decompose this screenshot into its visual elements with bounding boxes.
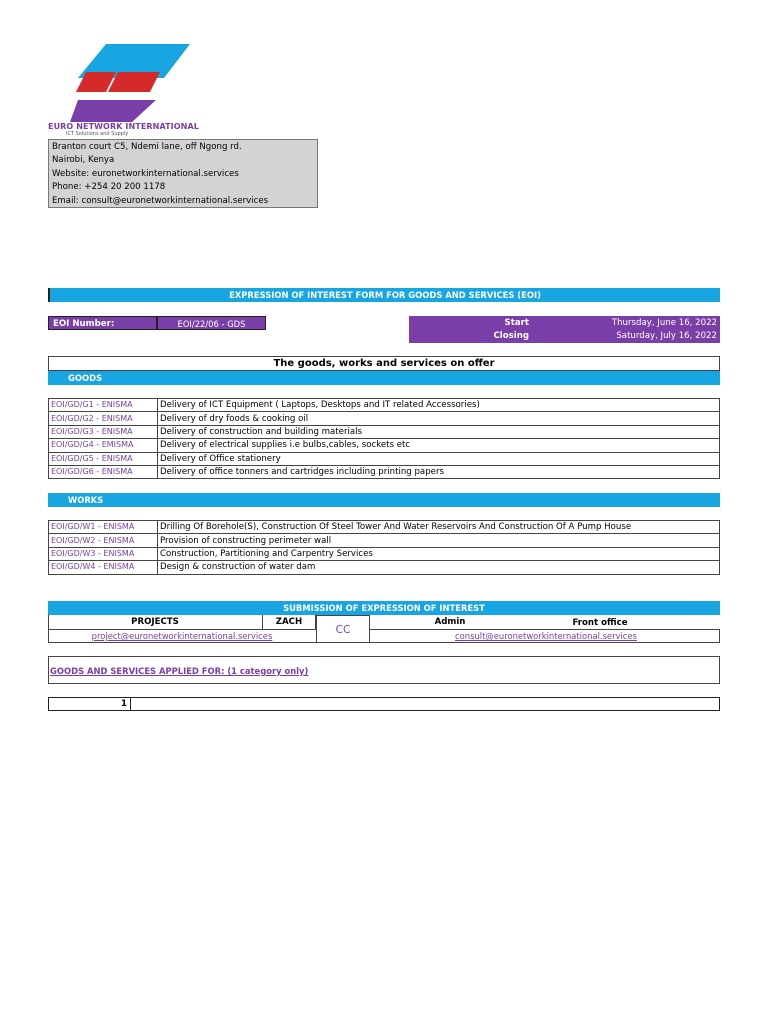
start-date: Thursday, June 16, 2022 xyxy=(611,318,717,328)
item-code: EOI/GD/W2 - ENISMA xyxy=(49,534,158,547)
item-description: Design & construction of water dam xyxy=(158,561,720,574)
closing-date-row xyxy=(409,329,720,343)
front-office-email-link[interactable]: consult@euronetworkinternational.services xyxy=(455,631,637,641)
item-code: EOI/GD/G6 - ENISMA xyxy=(49,465,158,478)
table-row xyxy=(49,521,720,534)
closing-label: Closing xyxy=(493,331,529,341)
item-code: EOI/GD/G4 - EMISMA xyxy=(49,439,158,452)
applied-for-label: GOODS AND SERVICES APPLIED FOR: (1 category only) xyxy=(50,666,309,676)
item-code: EOI/GD/G2 - ENISMA xyxy=(49,412,158,425)
item-code: EOI/GD/G5 - ENISMA xyxy=(49,452,158,465)
submission-heading: SUBMISSION OF EXPRESSION OF INTEREST xyxy=(48,601,720,615)
company-tagline: ICT Solutions and Supply xyxy=(66,131,129,137)
item-code: EOI/GD/W3 - ENISMA xyxy=(49,547,158,560)
start-label: Start xyxy=(504,318,529,328)
item-description: Provision of constructing perimeter wall xyxy=(158,534,720,547)
table-row xyxy=(49,425,720,438)
offer-heading: The goods, works and services on offer xyxy=(48,356,720,371)
item-description: Drilling Of Borehole(S), Construction Of Steel Tower And Water Reservoirs And Construction Of A Pump House xyxy=(158,521,720,534)
eoi-number-label: EOI Number: xyxy=(48,316,157,330)
item-description: Construction, Partitioning and Carpentry Services xyxy=(158,547,720,560)
works-table xyxy=(48,520,720,575)
goods-heading: GOODS xyxy=(48,371,720,385)
item-description: Delivery of ICT Equipment ( Laptops, Desktops and IT related Accessories) xyxy=(158,399,720,412)
table-row xyxy=(49,412,720,425)
item-description: Delivery of electrical supplies i.e bulbs,cables, sockets etc xyxy=(158,439,720,452)
item-code: EOI/GD/G3 - ENISMA xyxy=(49,425,158,438)
table-row xyxy=(49,439,720,452)
start-date-row xyxy=(409,316,720,330)
item-description: Delivery of construction and building materials xyxy=(158,425,720,438)
table-row xyxy=(49,547,720,560)
item-code: EOI/GD/W1 - ENISMA xyxy=(49,521,158,534)
applied-for-box xyxy=(48,656,720,684)
company-name: EURO NETWORK INTERNATIONAL xyxy=(48,122,199,131)
front-office-label: Front office xyxy=(572,618,628,628)
goods-table xyxy=(48,398,720,479)
zach-label: ZACH xyxy=(262,615,316,629)
item-description: Delivery of office tonners and cartridges including printing papers xyxy=(158,465,720,478)
projects-label: PROJECTS xyxy=(131,617,179,627)
email-line[interactable]: Email: consult@euronetworkinternational.services xyxy=(52,195,269,206)
table-row xyxy=(49,465,720,478)
address-box xyxy=(48,139,318,208)
works-heading: WORKS xyxy=(48,493,720,507)
table-row xyxy=(49,399,720,412)
item-description: Delivery of dry foods & cooking oil xyxy=(158,412,720,425)
closing-date: Saturday, July 16, 2022 xyxy=(616,331,717,341)
item-description: Delivery of Office stationery xyxy=(158,452,720,465)
table-row xyxy=(49,561,720,574)
address-line: Branton court C5, Ndemi lane, off Ngong rd. xyxy=(52,142,242,152)
cc-label: CC xyxy=(316,615,370,643)
projects-email-link[interactable]: project@euronetworkinternational.services xyxy=(91,631,273,641)
item-code: EOI/GD/W4 - ENISMA xyxy=(49,561,158,574)
address-line: Nairobi, Kenya xyxy=(52,155,115,166)
form-title: EXPRESSION OF INTEREST FORM FOR GOODS AND SERVICES (EOI) xyxy=(48,288,720,302)
row-number: 1 xyxy=(49,698,131,710)
website-line[interactable]: Website: euronetworkinternational.services xyxy=(52,168,239,179)
phone-line: Phone: +254 20 200 1178 xyxy=(52,182,166,193)
applied-row[interactable] xyxy=(48,697,720,711)
item-code: EOI/GD/G1 - ENISMA xyxy=(49,399,158,412)
admin-label: Admin xyxy=(434,617,466,627)
table-row xyxy=(49,452,720,465)
table-row xyxy=(49,534,720,547)
eoi-number-value: EOI/22/06 - GDS xyxy=(157,316,266,330)
